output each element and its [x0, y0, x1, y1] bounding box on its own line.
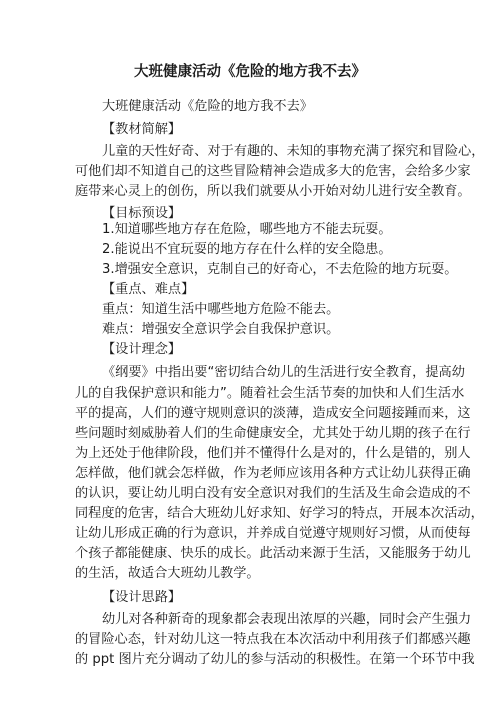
text-line: 为上还处于他律阶段，他们并不懂得什么是对的，什么是错的，别人 — [75, 446, 471, 461]
text-line: 1.知道哪些地方存在危险，哪些地方不能去玩耍。 — [102, 222, 392, 237]
text-line: 个孩子都能健康、快乐的成长。此活动来源于生活，又能服务于幼儿 — [75, 546, 471, 561]
text-line: 幼儿对各种新奇的现象都会表现出浓厚的兴趣，同时会产生强力 — [102, 612, 472, 627]
text-line: 难点：增强安全意识学会自我保护意识。 — [102, 322, 340, 337]
text-line: 2.能说出不宜玩耍的地方存在什么样的安全隐患。 — [102, 242, 392, 257]
text-line: 的生活，故适合大班幼儿教学。 — [75, 566, 260, 581]
text-line: 平的提高，人们的遵守规则意识的淡薄，造成安全问题接踵而来，这 — [75, 406, 471, 421]
text-line: 让幼儿形成正确的行为意识，并养成自觉遵守规则好习惯，从而使每 — [75, 526, 471, 541]
section-heading: 【目标预设】 — [102, 206, 182, 221]
text-line: 大班健康活动《危险的地方我不去》 — [102, 99, 313, 114]
text-line: 儿的自我保护意识和能力”。随着社会生活节奏的加快和人们生活水 — [75, 386, 465, 401]
section-heading: 【重点、难点】 — [102, 282, 195, 297]
text-line: 可他们却不知道自己的这些冒险精神会造成多大的危害，会给多少家 — [75, 164, 471, 179]
text-line: 庭带来心灵上的创伤，所以我们就要从小开始对幼儿进行安全教育。 — [75, 184, 471, 199]
text-line: 《纲要》中指出要“密切结合幼儿的生活进行安全教育，提高幼 — [102, 365, 465, 380]
section-heading: 【教材简解】 — [102, 122, 182, 137]
text-line: 同程度的危害，结合大班幼儿好求知、好学习的特点，开展本次活动， — [75, 506, 484, 521]
text-line: 儿童的天性好奇、对于有趣的、未知的事物充满了探究和冒险心， — [102, 144, 485, 159]
text-line: 的冒险心态，针对幼儿这一特点我在本次活动中利用孩子们都感兴趣 — [75, 632, 471, 647]
section-heading: 【设计理念】 — [102, 342, 182, 357]
text-line: 的 ppt 图片充分调动了幼儿的参与活动的积极性。在第一个环节中我 — [75, 652, 475, 667]
text-line: 重点：知道生活中哪些地方危险不能去。 — [102, 302, 340, 317]
section-heading: 【设计思路】 — [102, 590, 182, 605]
text-line: 的认识，要让幼儿明白没有安全意识对我们的生活及生命会造成的不 — [75, 486, 471, 501]
text-line: 些问题时刻威胁着人们的生命健康安全，尤其处于幼儿期的孩子在行 — [75, 426, 471, 441]
text-line: 3.增强安全意识，克制自己的好奇心，不去危险的地方玩耍。 — [102, 262, 458, 277]
document-title: 大班健康活动《危险的地方我不去》 — [134, 64, 366, 80]
text-line: 怎样做，他们就会怎样做，作为老师应该用各种方式让幼儿获得正确 — [75, 466, 471, 481]
